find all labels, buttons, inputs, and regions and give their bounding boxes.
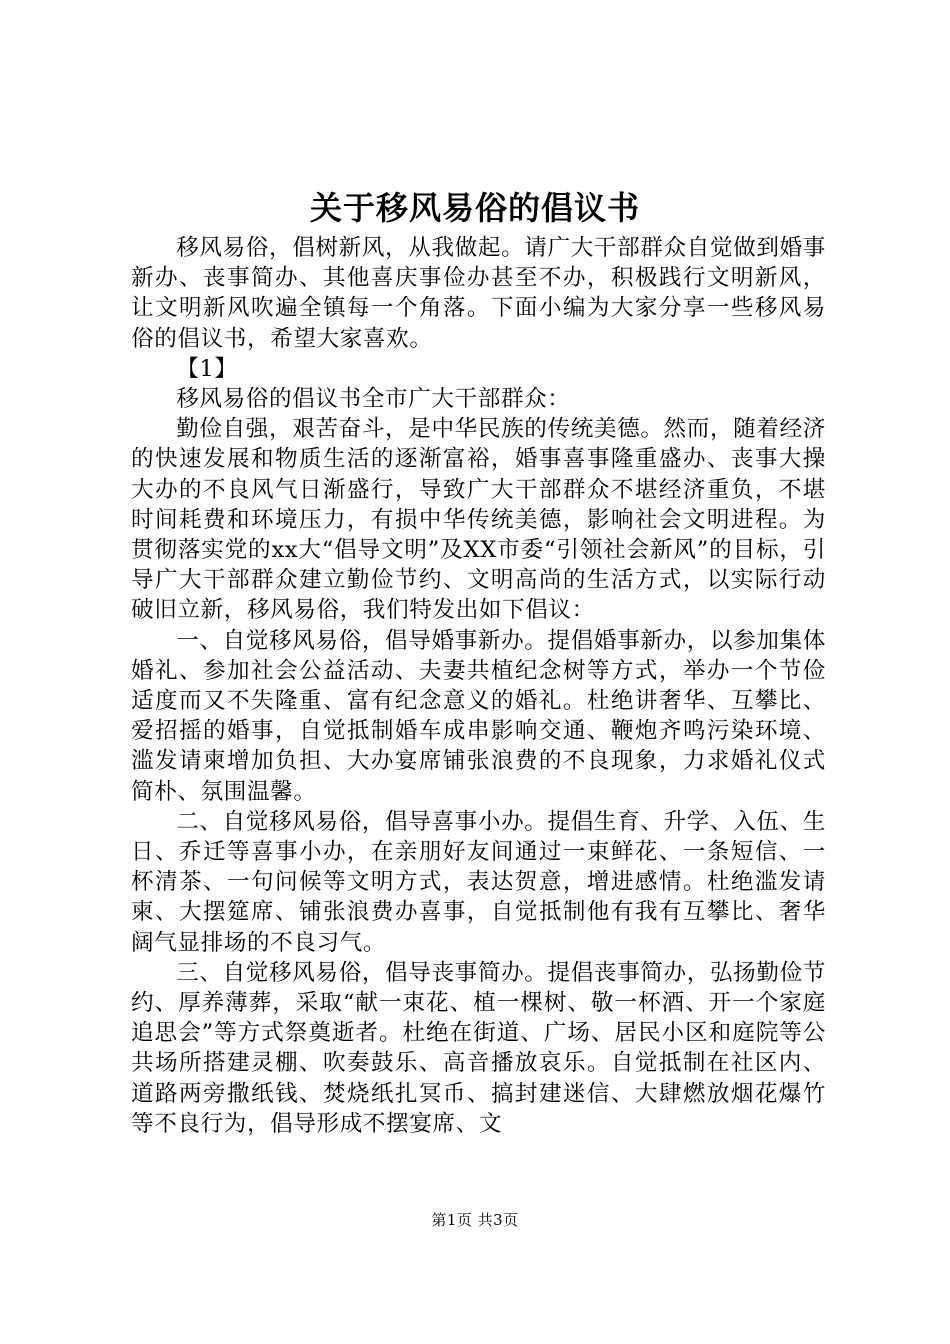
intro-paragraph: 移风易俗，倡树新风，从我做起。请广大干部群众自觉做到婚事新办、丧事简办、其他喜庆事俭办甚至不办，积极践行文明新风，让文明新风吹遍全镇每一个角落。下面小编为大家分享一些移风易俗的倡议书，希望大家喜欢。 (131, 235, 826, 352)
body-paragraph: 二、自觉移风易俗，倡导喜事小办。提倡生育、升学、入伍、生日、乔迁等喜事小办，在亲朋好友间通过一束鲜花、一条短信、一杯清茶、一句问候等文明方式，表达贺意，增进感情。杜绝滥发请柬、大摆筵席、铺张浪费办喜事，自觉抵制他有我有互攀比、奢华阔气显排场的不良习气。 (131, 808, 826, 956)
body-paragraph: 一、自觉移风易俗，倡导婚事新办。提倡婚事新办，以参加集体婚礼、参加社会公益活动、夫妻共植纪念树等方式，举办一个节俭适度而又不失隆重、富有纪念意义的婚礼。杜绝讲奢华、互攀比、爱招摇的婚事，自觉抵制婚车成串影响交通、鞭炮齐鸣污染环境、滥发请柬增加负担、大办宴席铺张浪费的不良现象，力求婚礼仪式简朴、氛围温馨。 (131, 627, 826, 805)
document-title: 关于移风易俗的倡议书 (309, 189, 640, 227)
document-body (131, 233, 826, 1139)
body-paragraph: 三、自觉移风易俗，倡导丧事简办。提倡丧事简办，弘扬勤俭节约、厚养薄葬，采取“献一束花、植一棵树、敬一杯酒、开一个家庭追思会”等方式祭奠逝者。杜绝在街道、广场、居民小区和庭院等公共场所搭建灵棚、吹奏鼓乐、高音播放哀乐。自觉抵制在社区内、道路两旁撒纸钱、焚烧纸扎冥币、搞封建迷信、大肆燃放烟花爆竹等不良行为，倡导形成不摆宴席、文 (131, 959, 826, 1137)
salutation-paragraph: 移风易俗的倡议书全市广大干部群众： (176, 386, 571, 413)
section-marker: 【1】 (176, 355, 238, 382)
page-footer: 第1页 共3页 (431, 1211, 519, 1229)
body-paragraph: 勤俭自强，艰苦奋斗，是中华民族的传统美德。然而，随着经济的快速发展和物质生活的逐渐富裕，婚事喜事隆重盛办、丧事大操大办的不良风气日渐盛行，导致广大干部群众不堪经济重负，不堪时间耗费和环境压力，有损中华传统美德，影响社会文明进程。为贯彻落实党的xx大“倡导文明”及XX市委“引领社会新风”的目标，引导广大干部群众建立勤俭节约、文明高尚的生活方式，以实际行动破旧立新，移风易俗，我们特发出如下倡议： (131, 416, 826, 624)
